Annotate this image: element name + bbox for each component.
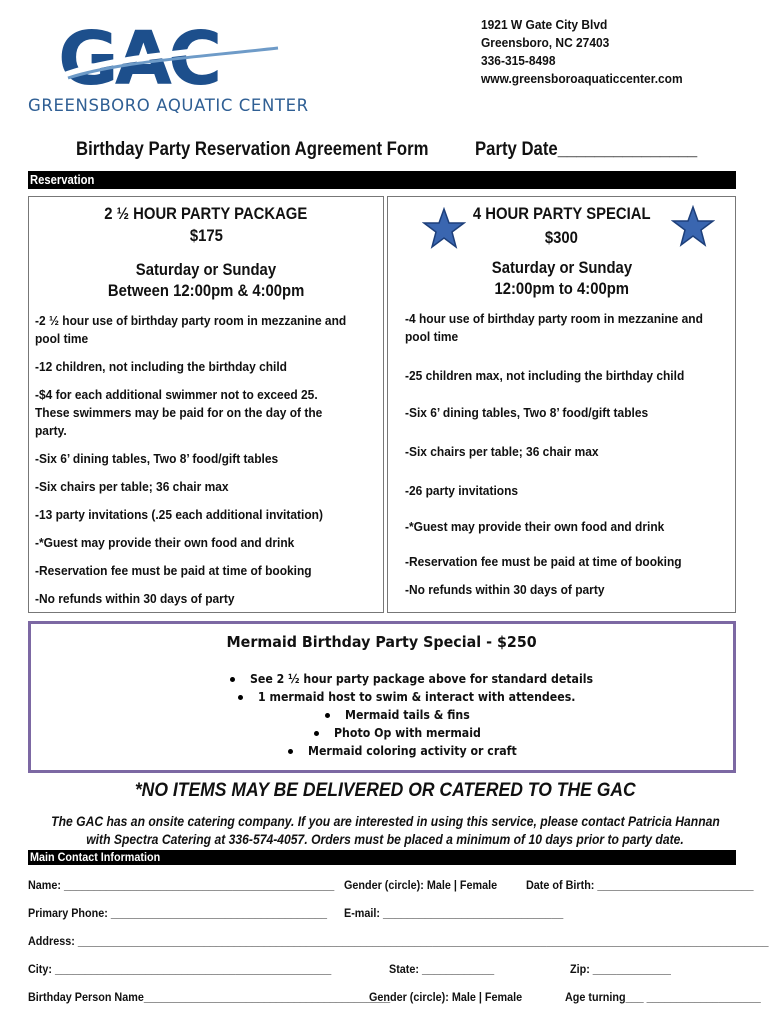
package-left-item: -12 children, not including the birthday child xyxy=(35,359,287,374)
address-website[interactable]: www.greensboroaquaticcenter.com xyxy=(481,71,683,86)
svg-text:GAC: GAC xyxy=(58,16,219,102)
mermaid-special-box xyxy=(28,621,736,773)
package-right-item: -Six chairs per table; 36 chair max xyxy=(405,444,599,459)
package-left-item: -Reservation fee must be paid at time of booking xyxy=(35,563,312,578)
gac-logo-mark xyxy=(28,14,288,104)
mermaid-bullet: Photo Op with mermaid xyxy=(314,725,501,740)
package-right-item: -25 children max, not including the birthday child xyxy=(405,368,685,383)
package-left-heading: 2 ½ HOUR PARTY PACKAGE xyxy=(104,205,308,223)
package-left-item: -No refunds within 30 days of party xyxy=(35,591,235,606)
package-left-item: -Six chairs per table; 36 chair max xyxy=(35,479,229,494)
package-4-hour xyxy=(387,196,736,613)
mermaid-bullet: See 2 ½ hour party package above for standard details xyxy=(230,671,640,686)
package-left-hours: Between 12:00pm & 4:00pm xyxy=(107,282,305,300)
package-right-item: -No refunds within 30 days of party xyxy=(405,582,605,597)
city-field[interactable]: City: ______________________________________________ xyxy=(28,962,332,976)
package-right-hours: 12:00pm to 4:00pm xyxy=(494,280,629,298)
gender-field[interactable]: Gender (circle): Male | Female xyxy=(344,878,498,892)
zip-field[interactable]: Zip: _____________ xyxy=(570,962,671,976)
party-date-field[interactable]: Party Date_______________ xyxy=(475,139,698,160)
email-field[interactable]: E-mail: ______________________________ xyxy=(344,906,564,920)
address-street: 1921 W Gate City Blvd xyxy=(481,17,608,32)
star-icon xyxy=(671,205,715,249)
mermaid-bullet: Mermaid tails & fins xyxy=(325,707,487,722)
date-of-birth-field[interactable]: Date of Birth: __________________________ xyxy=(526,878,754,892)
mermaid-bullet: 1 mermaid host to swim & interact with attendees. xyxy=(238,689,619,704)
package-right-item: -4 hour use of birthday party room in mezzanine and pool time xyxy=(405,311,703,344)
name-field[interactable]: Name: _____________________________________________ xyxy=(28,878,335,892)
package-left-item: -2 ½ hour use of birthday party room in mezzanine and pool time xyxy=(35,313,347,346)
package-left-item: -Six 6’ dining tables, Two 8’ food/gift tables xyxy=(35,451,279,466)
address-field[interactable]: Address: ___________________________________________________________________________________________________________________ xyxy=(28,934,769,948)
address-block xyxy=(481,16,700,88)
no-delivery-notice: *NO ITEMS MAY BE DELIVERED OR CATERED TO THE GAC xyxy=(134,779,636,801)
primary-phone-field[interactable]: Primary Phone: ____________________________________ xyxy=(28,906,328,920)
package-left-price: $175 xyxy=(189,227,223,245)
catering-line: with Spectra Catering at 336-574-4057. Orders must be placed a minimum of 10 days prior to party date. xyxy=(86,832,684,847)
package-left-days: Saturday or Sunday xyxy=(135,261,277,279)
birthday-person-name-field[interactable]: Birthday Person Name_________________________________________ xyxy=(28,990,391,1004)
age-turning-field[interactable]: Age turning___ ___________________ xyxy=(565,990,761,1004)
package-left-item: -13 party invitations (.25 each additional invitation) xyxy=(35,507,323,522)
state-field[interactable]: State: ____________ xyxy=(389,962,495,976)
address-city: Greensboro, NC 27403 xyxy=(481,35,610,50)
form-title: Birthday Party Reservation Agreement Form xyxy=(76,139,429,160)
package-2-5-hour xyxy=(28,196,384,613)
logo-subtitle: GREENSBORO AQUATIC CENTER xyxy=(28,96,309,115)
package-left-item: -$4 for each additional swimmer not to exceed 25. These swimmers may be paid for on the day of the party. xyxy=(35,387,323,438)
catering-line: The GAC has an onsite catering company. If you are interested in using this service, please contact Patricia Hannan xyxy=(50,814,720,829)
address-phone: 336-315-8498 xyxy=(481,53,556,68)
mermaid-bullet: Mermaid coloring activity or craft xyxy=(288,743,545,758)
package-right-item: -*Guest may provide their own food and drink xyxy=(405,519,665,534)
package-right-days: Saturday or Sunday xyxy=(491,259,632,277)
birthday-gender-field[interactable]: Gender (circle): Male | Female xyxy=(369,990,523,1004)
contact-section-bar xyxy=(28,850,736,865)
package-left-item: -*Guest may provide their own food and drink xyxy=(35,535,295,550)
package-right-item: -26 party invitations xyxy=(405,483,519,498)
star-icon xyxy=(422,207,466,251)
package-right-item: -Six 6’ dining tables, Two 8’ food/gift tables xyxy=(405,405,649,420)
reservation-section-bar xyxy=(28,171,736,189)
package-right-item: -Reservation fee must be paid at time of booking xyxy=(405,554,682,569)
package-right-heading: 4 HOUR PARTY SPECIAL xyxy=(472,205,651,223)
reservation-label: Reservation xyxy=(30,173,95,187)
mermaid-title: Mermaid Birthday Party Special - $250 xyxy=(226,633,538,651)
package-right-price: $300 xyxy=(544,229,579,247)
contact-label: Main Contact Information xyxy=(30,850,161,864)
